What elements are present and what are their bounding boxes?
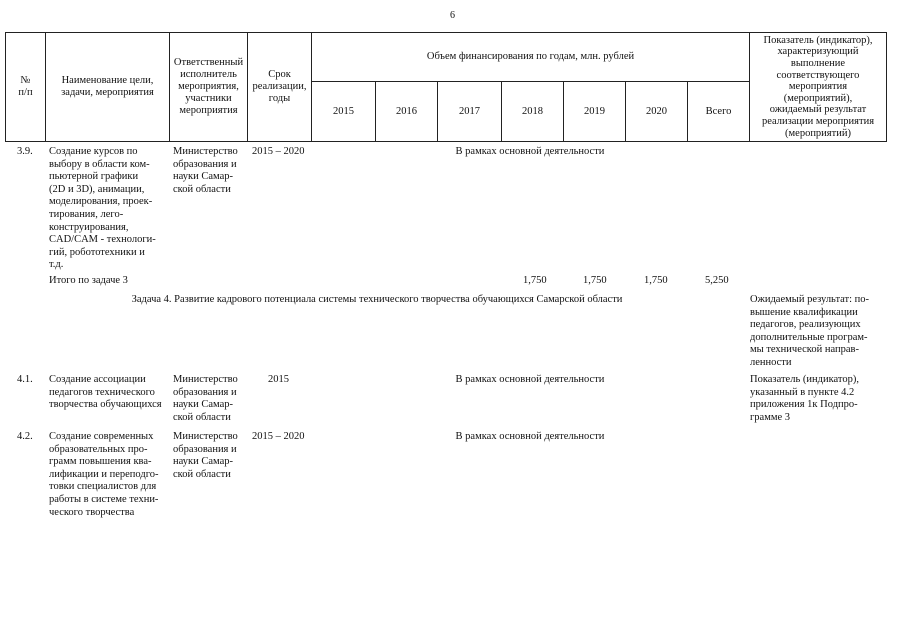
header-name: Наименование цели, задачи, мероприятия xyxy=(61,75,154,98)
total-all: 5,250 xyxy=(705,275,729,286)
header-year-2016: 2016 xyxy=(396,106,417,117)
header-year-2017: 2017 xyxy=(459,106,480,117)
row-financing: В рамках основной деятельности xyxy=(455,374,605,385)
row-term: 2015 – 2020 xyxy=(252,146,305,157)
total-label: Итого по задаче 3 xyxy=(49,275,128,286)
total-2020: 1,750 xyxy=(644,275,668,286)
page-number: 6 xyxy=(450,10,455,21)
row-number: 4.2. xyxy=(17,431,33,442)
total-2019: 1,750 xyxy=(583,275,607,286)
header-year-2015: 2015 xyxy=(333,106,354,117)
header-year-2019: 2019 xyxy=(584,106,605,117)
row-name: Создание курсов по выбору в области ком- пьютерной графики (2D и 3D), анимации, моделирования, проек- тирования, лего- конструирования, CAD/CAM - технологи- гий, робототехники и т.д. xyxy=(49,146,156,271)
row-name: Создание современных образовательных про- грамм повышения ква- лификации и переподго- товки специалистов для работы в системе техни- ческого творчества xyxy=(49,431,159,518)
header-year-2020: 2020 xyxy=(646,106,667,117)
total-2018: 1,750 xyxy=(523,275,547,286)
header-year-2018: 2018 xyxy=(522,106,543,117)
header-executor: Ответственный исполнитель мероприятия, участники мероприятия xyxy=(173,57,244,116)
task4-result: Ожидаемый результат: по- вышение квалификации педагогов, реализующих дополнительные програм- мы технической направ- ленности xyxy=(750,294,870,368)
row-term: 2015 xyxy=(268,374,289,385)
row-name: Создание ассоциации педагогов технического творчества обучающихся xyxy=(49,374,162,411)
row-number: 4.1. xyxy=(17,374,33,385)
row-number: 3.9. xyxy=(17,146,33,157)
col-line xyxy=(886,32,887,142)
row-financing: В рамках основной деятельности xyxy=(455,431,605,442)
header-term: Срок реализации, годы xyxy=(252,69,307,104)
row-term: 2015 – 2020 xyxy=(252,431,305,442)
row-indicator: Показатель (индикатор), указанный в пункте 4.2 приложения 1к Подпро- грамме 3 xyxy=(750,374,859,423)
task4-title: Задача 4. Развитие кадрового потенциала системы технического творчества обучающихся Самарской области xyxy=(131,294,623,305)
header-num: № п/п xyxy=(18,75,33,98)
header-indicator: Показатель (индикатор), характеризующий выполнение соответствующего мероприятия (мероприятий), ожидаемый результат реализации мероприятия (мероприятий) xyxy=(761,34,875,139)
row-executor: Министерство образования и науки Самар- ской области xyxy=(173,374,238,423)
row-financing: В рамках основной деятельности xyxy=(455,146,605,157)
header-financing: Объем финансирования по годам, млн. рублей xyxy=(426,50,635,62)
row-executor: Министерство образования и науки Самар- ской области xyxy=(173,431,238,480)
table-header xyxy=(5,32,887,142)
header-total: Всего xyxy=(705,106,732,117)
row-executor: Министерство образования и науки Самар- ской области xyxy=(173,146,238,195)
